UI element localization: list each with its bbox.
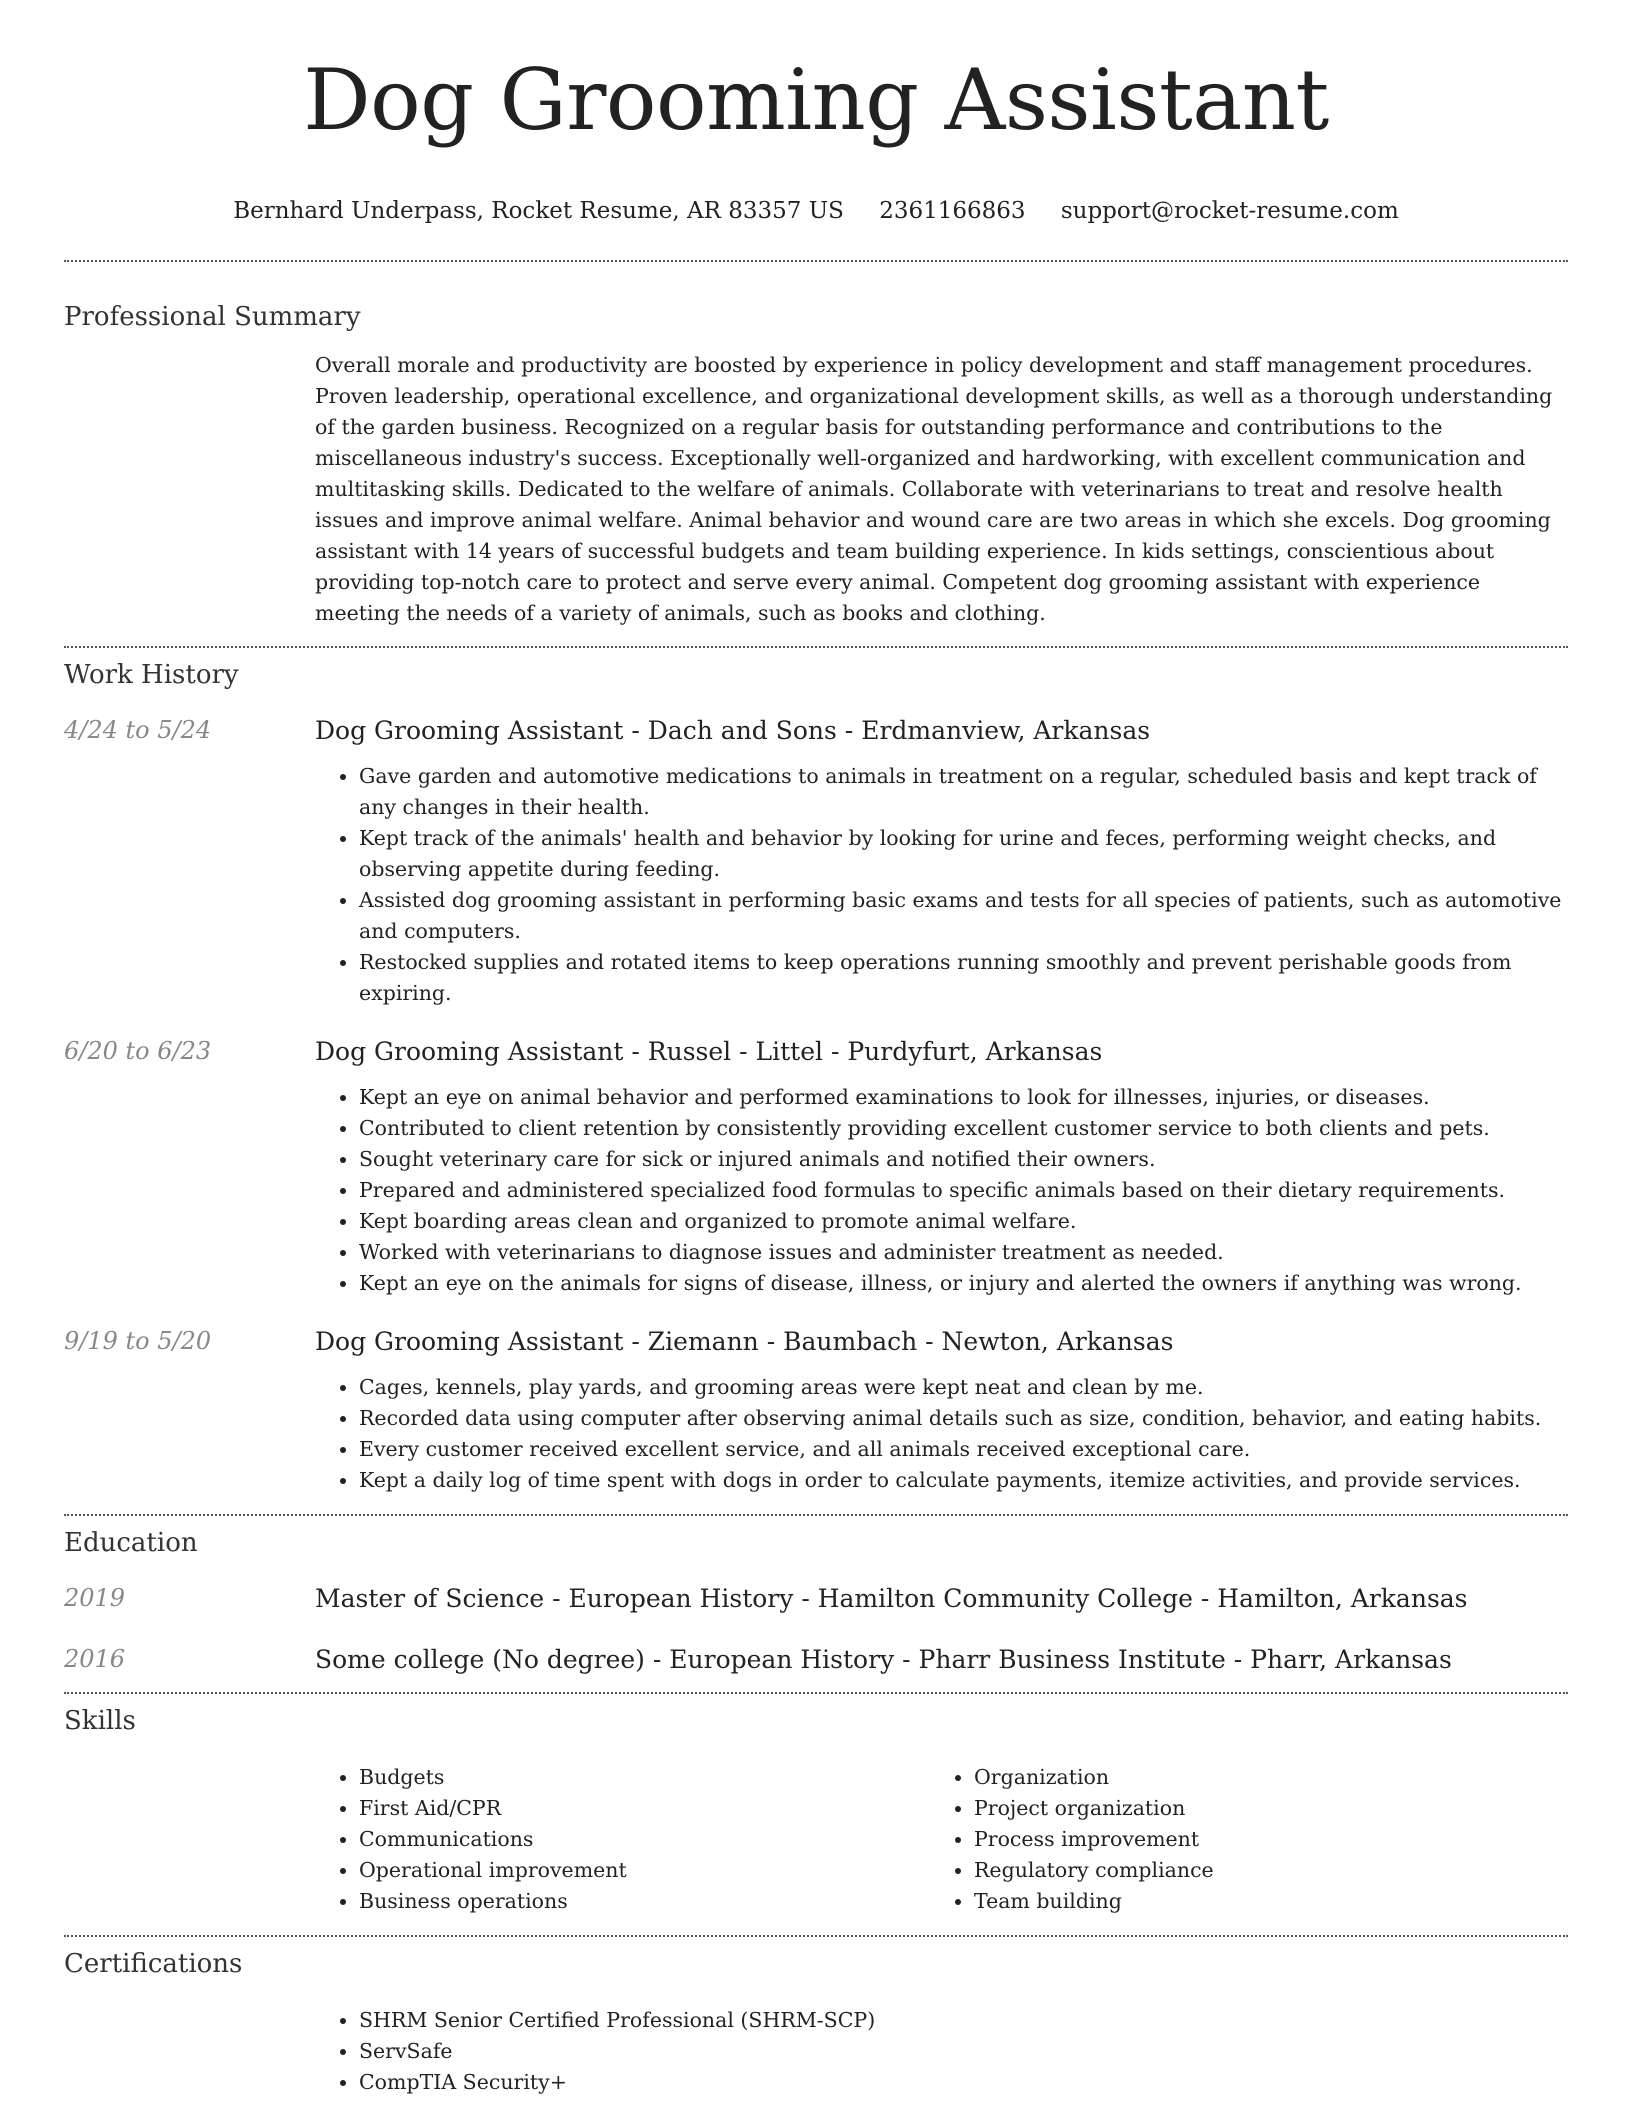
education-entry <box>64 1584 1568 1613</box>
job-heading: Dog Grooming Assistant - Ziemann - Baumbach - Newton, Arkansas <box>315 1327 1174 1357</box>
list-item: • Assisted dog grooming assistant in performing basic exams and tests for all species of patients, such as automotive and computers. <box>359 885 1569 947</box>
list-item: • SHRM Senior Certified Professional (SHRM-SCP) <box>359 2005 1569 2036</box>
skills-list-right <box>930 1762 1545 1917</box>
list-item: • Kept boarding areas clean and organized to promote animal welfare. <box>359 1206 1569 1237</box>
work-history-title: Work History <box>64 660 239 691</box>
certifications-title: Certifications <box>64 1949 243 1980</box>
education-title: Education <box>64 1528 198 1559</box>
education-entry <box>64 1645 1568 1674</box>
education-degree: Master of Science - European History - Hamilton Community College - Hamilton, Arkansas <box>315 1584 1468 1614</box>
skills-list-left <box>315 1762 930 1917</box>
education-degree: Some college (No degree) - European History - Pharr Business Institute - Pharr, Arkansas <box>315 1645 1452 1675</box>
job-bullets <box>315 761 1569 1009</box>
job-dates: 4/24 to 5/24 <box>64 716 212 745</box>
list-item: • First Aid/CPR <box>359 1793 930 1824</box>
education-year: 2016 <box>64 1645 126 1674</box>
section-divider <box>64 1935 1568 1937</box>
job-entry <box>64 716 1568 1009</box>
list-item: • Restocked supplies and rotated items to keep operations running smoothly and prevent perishable goods from expiring. <box>359 947 1569 1009</box>
job-bullets <box>315 1372 1569 1496</box>
skills-title: Skills <box>64 1706 136 1737</box>
job-bullets <box>315 1082 1569 1299</box>
list-item: • Every customer received excellent service, and all animals received exceptional care. <box>359 1434 1569 1465</box>
job-heading: Dog Grooming Assistant - Russel - Littel - Purdyfurt, Arkansas <box>315 1037 1103 1067</box>
contact-line <box>64 198 1568 224</box>
contact-email: support@rocket-resume.com <box>1060 198 1399 225</box>
list-item: • Kept a daily log of time spent with dogs in order to calculate payments, itemize activities, and provide services. <box>359 1465 1569 1496</box>
job-heading: Dog Grooming Assistant - Dach and Sons - Erdmanview, Arkansas <box>315 716 1151 746</box>
list-item: • CompTIA Security+ <box>359 2067 1569 2098</box>
list-item: • Recorded data using computer after observing animal details such as size, condition, behavior, and eating habits. <box>359 1403 1569 1434</box>
job-entry <box>64 1037 1568 1299</box>
education-year: 2019 <box>64 1584 126 1613</box>
job-dates: 6/20 to 6/23 <box>64 1037 212 1066</box>
certifications-list <box>315 2005 1569 2098</box>
list-item: • Sought veterinary care for sick or injured animals and notified their owners. <box>359 1144 1569 1175</box>
list-item: • Regulatory compliance <box>974 1855 1545 1886</box>
list-item: • Organization <box>974 1762 1545 1793</box>
list-item: • Worked with veterinarians to diagnose issues and administer treatment as needed. <box>359 1237 1569 1268</box>
skills-columns <box>315 1762 1568 1917</box>
list-item: • Kept an eye on the animals for signs of disease, illness, or injury and alerted the owners if anything was wrong. <box>359 1268 1569 1299</box>
list-item: • Project organization <box>974 1793 1545 1824</box>
summary-text: Overall morale and productivity are boosted by experience in policy development and staff management procedures. Proven leadership, operational excellence, and organizational development skills, as well as a thorough understanding of the garden business. Recognized on a regular basis for outstanding performance and contributions to the miscellaneous industry's success. Exceptionally well-organized and hardworking, with excellent communication and multitasking skills. Dedicated to the welfare of animals. Collaborate with veterinarians to treat and resolve health issues and improve animal welfare. Animal behavior and wound care are two areas in which she excels. Dog grooming assistant with 14 years of successful budgets and team building experience. In kids settings, conscientious about providing top-notch care to protect and serve every animal. Competent dog grooming assistant with experience meeting the needs of a variety of animals, such as books and clothing. <box>315 353 1553 626</box>
list-item: • Team building <box>974 1886 1545 1917</box>
job-entry <box>64 1327 1568 1496</box>
list-item: • Business operations <box>359 1886 930 1917</box>
list-item: • Kept track of the animals' health and behavior by looking for urine and feces, performing weight checks, and observing appetite during feeding. <box>359 823 1569 885</box>
list-item: • Cages, kennels, play yards, and grooming areas were kept neat and clean by me. <box>359 1372 1569 1403</box>
list-item: • Contributed to client retention by consistently providing excellent customer service to both clients and pets. <box>359 1113 1569 1144</box>
list-item: • Process improvement <box>974 1824 1545 1855</box>
summary-title: Professional Summary <box>64 302 361 333</box>
list-item: • Communications <box>359 1824 930 1855</box>
section-divider <box>64 1514 1568 1516</box>
list-item: • ServSafe <box>359 2036 1569 2067</box>
resume-page <box>64 0 1568 2098</box>
section-divider <box>64 1692 1568 1694</box>
section-divider <box>64 260 1568 262</box>
list-item: • Budgets <box>359 1762 930 1793</box>
list-item: • Operational improvement <box>359 1855 930 1886</box>
contact-phone: 2361166863 <box>879 198 1026 225</box>
list-item: • Prepared and administered specialized food formulas to specific animals based on their dietary requirements. <box>359 1175 1569 1206</box>
resume-name: Dog Grooming Assistant <box>303 51 1329 149</box>
list-item: • Gave garden and automotive medications to animals in treatment on a regular, scheduled basis and kept track of any changes in their health. <box>359 761 1569 823</box>
list-item: • Kept an eye on animal behavior and performed examinations to look for illnesses, injuries, or diseases. <box>359 1082 1569 1113</box>
job-dates: 9/19 to 5/20 <box>64 1327 212 1356</box>
section-divider <box>64 646 1568 648</box>
contact-address: Bernhard Underpass, Rocket Resume, AR 83357 US <box>233 198 844 225</box>
